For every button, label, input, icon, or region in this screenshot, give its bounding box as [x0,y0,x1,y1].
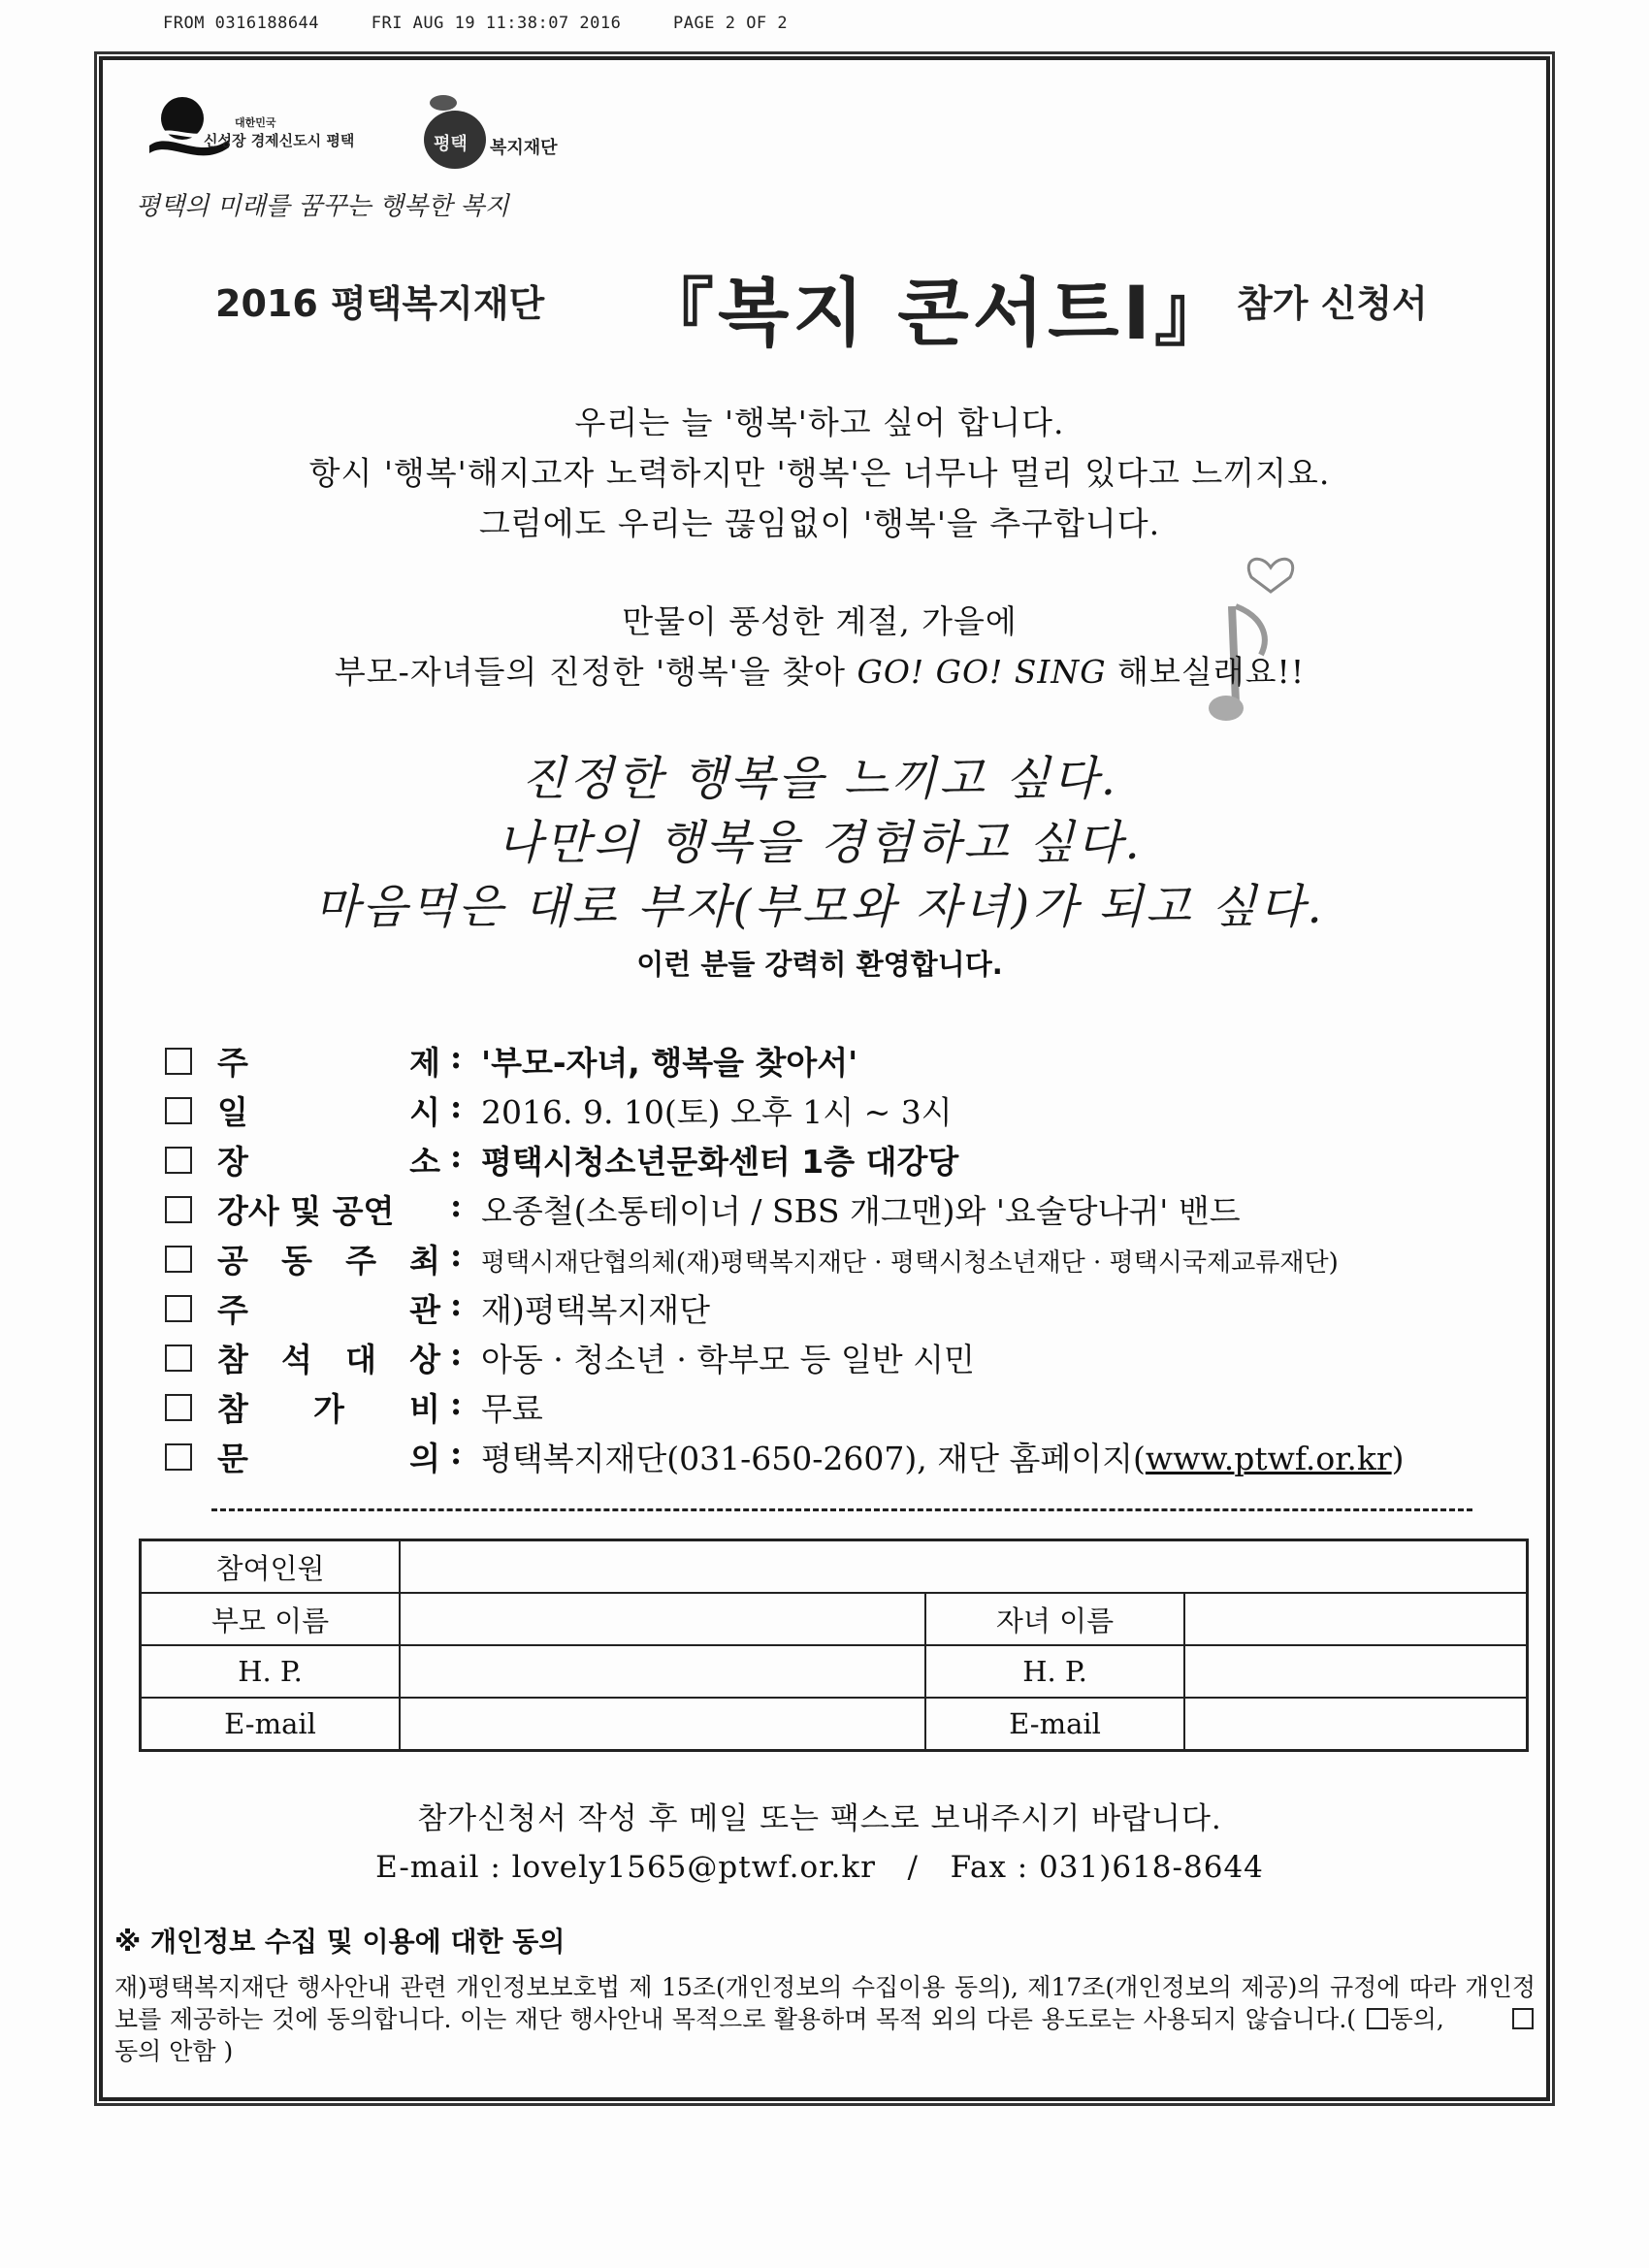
label-char: 공 [217,1242,248,1280]
agree-label: 동의, [1389,2005,1444,2033]
label-char: 가 [313,1390,344,1428]
label-char: 대 [345,1341,376,1378]
info-value: 오종철(소통테이너 / SBS 개그맨)와 '요술당나귀' 밴드 [481,1192,1241,1230]
colon: : [450,1335,463,1373]
label-char: 참 [217,1341,248,1378]
intro-line: 항시 '행복'해지고자 노력하지만 '행복'은 너무나 멀리 있다고 느끼지요. [308,454,1331,492]
intro-line: 우리는 늘 '행복'하고 싶어 합니다. [574,404,1065,441]
colon: : [450,1236,463,1274]
logo-area [146,85,650,173]
info-label [217,1137,440,1183]
privacy-consent [114,1921,1536,2067]
checkbox-bullet [165,1394,192,1421]
foundation-mark-text: 평택 [434,134,468,154]
label-char: 석 [281,1341,312,1378]
parent-name-label: 부모 이름 [141,1593,401,1645]
info-value: 2016. 9. 10(토) 오후 1시 ~ 3시 [481,1093,953,1131]
info-value: 무료 [481,1390,543,1428]
info-label [217,1384,440,1430]
script-line: 진정한 행복을 느끼고 싶다. [520,752,1119,806]
slogan: 평택의 미래를 꿈꾸는 행복한 복지 [136,192,509,221]
info-label [217,1038,440,1084]
invitation-text: 부모-자녀들의 진정한 '행복'을 찾아 [334,653,857,691]
info-value: '부모-자녀, 행복을 찾아서' [481,1044,858,1082]
info-row-fee [163,1382,1540,1432]
info-value: 평택시청소년문화센터 1층 대강당 [481,1143,959,1181]
disagree-label: 동의 안함 ) [114,2037,234,2065]
info-label [217,1434,440,1479]
inquiry-text: 평택복지재단(031-650-2607), 재단 홈페이지( [481,1440,1146,1477]
checkbox-bullet [165,1097,192,1124]
info-label [217,1335,440,1380]
city-logo-small-text: 대한민국 [235,116,276,129]
application-form-table [139,1539,1529,1752]
event-info-list [163,1036,1540,1481]
label-char: 상 [409,1341,440,1378]
info-value [481,1434,1405,1479]
fax-date: FRI AUG 19 11:38:07 2016 [371,14,622,33]
info-value: 평택시재단협의체(재)평택복지재단 · 평택시청소년재단 · 평택시국제교류재단) [481,1248,1339,1278]
parent-name-input[interactable] [400,1593,925,1645]
label-char: 의 [409,1440,440,1477]
title-year-org: 2016 평택복지재단 [215,282,545,325]
info-row-datetime [163,1085,1540,1135]
checkbox-bullet [165,1443,192,1471]
foundation-logo-name: 복지재단 [490,138,558,158]
disagree-checkbox[interactable] [1512,2008,1534,2029]
label-char: 강사 및 공연 [217,1192,395,1230]
highlight-script-lines [136,747,1504,939]
participants-label: 참여인원 [141,1540,401,1594]
info-row-place [163,1135,1540,1184]
label-char: 소 [409,1143,440,1181]
checkbox-bullet [165,1295,192,1322]
participants-input[interactable] [400,1540,1528,1594]
script-line: 마음먹은 대로 부자(부모와 자녀)가 되고 싶다. [314,880,1325,934]
info-row-topic [163,1036,1540,1085]
invitation-line [136,647,1504,697]
label-char: 주 [345,1242,376,1280]
foundation-logo [422,85,645,173]
fax-header [163,14,788,33]
privacy-text: 재)평택복지재단 행사안내 관련 개인정보보호법 제 15조(개인정보의 수집이용 동의), 제17조(개인정보의 제공)의 규정에 따라 개인정보를 제공하는 것에 동의합니다. 이는 재단 행사안내 목적으로 활용하며 목적 외의 다른 용도로는 사용되지 않습니다.( [114,1973,1536,2033]
go-go-sing-text: GO! GO! SING [857,653,1107,691]
info-row-audience [163,1333,1540,1382]
checkbox-bullet [165,1246,192,1273]
fax-from: FROM 0316188644 [163,14,320,33]
parent-email-label: E-mail [141,1698,401,1751]
privacy-body [114,1971,1536,2067]
city-logo-name: 신성장 경제신도시 평택 [204,132,355,149]
info-label [217,1285,440,1331]
invitation-text-end: 해보실래요!! [1106,653,1306,691]
inquiry-text-end: ) [1391,1440,1405,1477]
checkbox-bullet [165,1196,192,1223]
colon: : [450,1038,463,1076]
contact-line: E-mail : lovely1565@ptwf.or.kr / Fax : 031)618-8644 [375,1850,1264,1885]
info-row-inquiry [163,1432,1540,1481]
form-row-phone [141,1645,1528,1698]
child-email-input[interactable] [1184,1698,1528,1751]
city-emblem-icon [146,85,233,173]
label-char: 참 [217,1390,248,1428]
label-char: 시 [409,1093,440,1131]
intro-line: 그럼에도 우리는 끊임없이 '행복'을 추구합니다. [478,504,1161,542]
checkbox-bullet [165,1147,192,1174]
label-char: 관 [409,1291,440,1329]
title-suffix: 참가 신청서 [1237,282,1428,325]
label-char: 제 [409,1044,440,1082]
title-main: 『복지 콘서트Ⅰ』 [640,270,1232,356]
colon: : [450,1285,463,1323]
form-row-email [141,1698,1528,1751]
info-label [217,1186,440,1232]
colon: : [450,1434,463,1472]
page-title [213,254,1513,356]
invitation-line: 만물이 풍성한 계절, 가을에 [622,602,1018,640]
foundation-emblem-icon [422,85,490,173]
child-hp-label: H. P. [925,1645,1184,1698]
form-row-participants [141,1540,1528,1594]
colon: : [450,1137,463,1175]
checkbox-bullet [165,1345,192,1372]
city-logo [146,85,407,173]
child-hp-input[interactable] [1184,1645,1528,1698]
info-label [217,1236,440,1281]
submit-instructions [136,1795,1504,1892]
label-char: 주 [217,1291,248,1329]
homepage-link[interactable]: www.ptwf.or.kr [1145,1440,1392,1477]
form-row-names [141,1593,1528,1645]
checkbox-bullet [165,1048,192,1075]
agree-checkbox[interactable] [1367,2008,1388,2029]
info-row-co-hosts [163,1234,1540,1283]
welcome-text: 이런 분들 강력히 환영합니다. [636,948,1003,981]
colon: : [450,1384,463,1422]
parent-email-input[interactable] [400,1698,925,1751]
parent-hp-label: H. P. [141,1645,401,1698]
label-char: 비 [409,1390,440,1428]
child-name-label: 자녀 이름 [925,1593,1184,1645]
info-row-performers [163,1184,1540,1234]
submit-line: 참가신청서 작성 후 메일 또는 팩스로 보내주시기 바랍니다. [417,1801,1222,1836]
label-char: 일 [217,1093,248,1131]
info-row-organizer [163,1283,1540,1333]
info-label [217,1087,440,1133]
child-name-input[interactable] [1184,1593,1528,1645]
label-char: 주 [217,1044,248,1082]
label-char: 장 [217,1143,248,1181]
privacy-title: ※ 개인정보 수집 및 이용에 대한 동의 [114,1926,566,1958]
label-char: 문 [217,1440,248,1477]
invitation-paragraph [136,597,1504,697]
colon: : [450,1186,463,1224]
info-value: 아동 · 청소년 · 학부모 등 일반 시민 [481,1341,975,1378]
label-char: 최 [409,1242,440,1280]
info-value: 재)평택복지재단 [481,1291,711,1329]
script-line: 나만의 행복을 경험하고 싶다. [497,816,1143,870]
colon: : [450,1087,463,1125]
label-char: 동 [281,1242,312,1280]
parent-hp-input[interactable] [400,1645,925,1698]
child-email-label: E-mail [925,1698,1184,1751]
fax-page: PAGE 2 OF 2 [673,14,789,33]
intro-paragraph [136,398,1504,549]
cut-line-divider [211,1508,1472,1511]
